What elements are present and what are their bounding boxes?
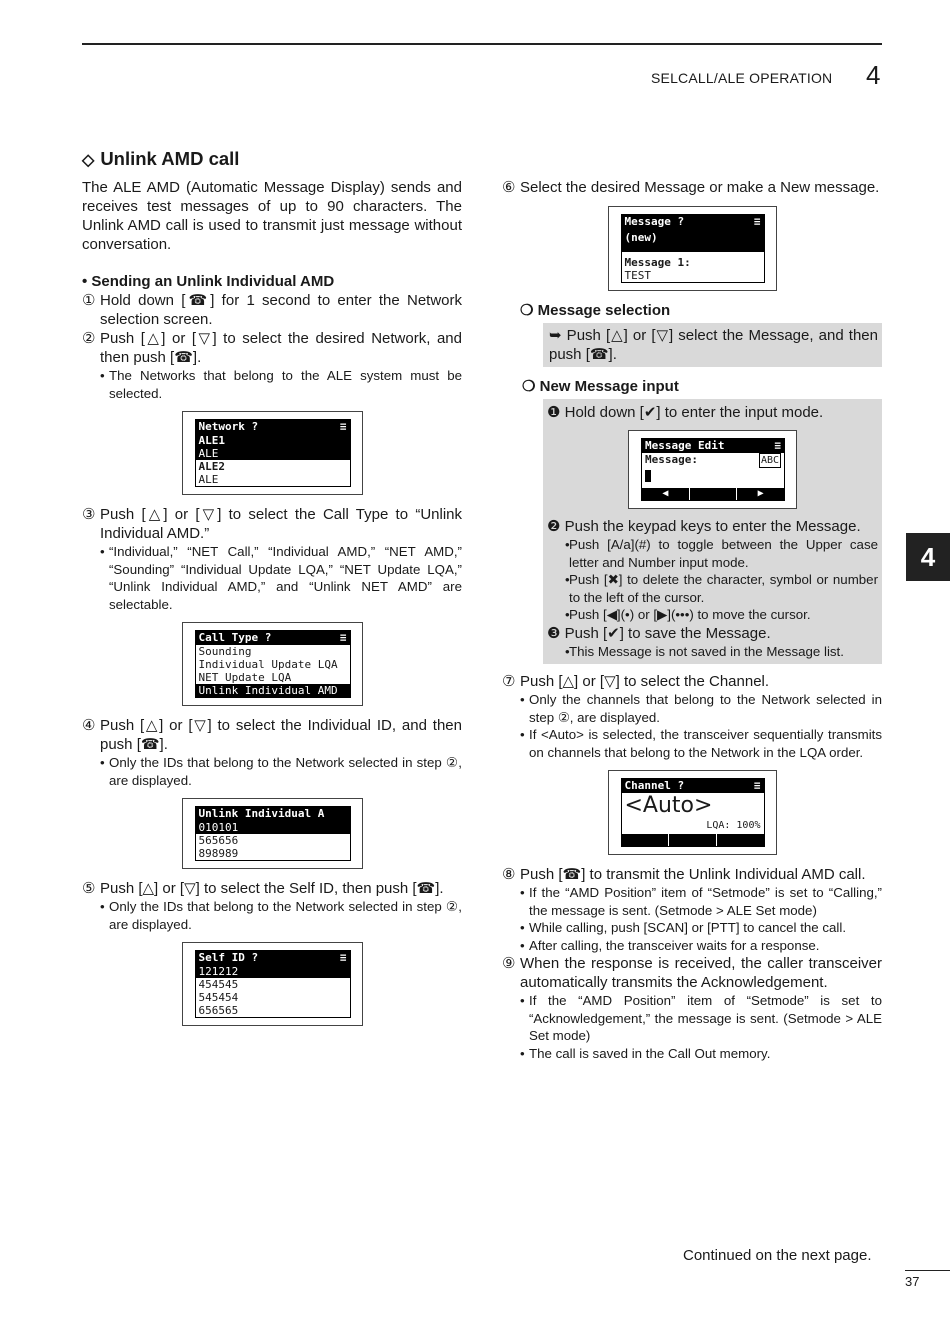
- step-6: ⑥ Select the desired Message or make a New message.: [502, 179, 880, 196]
- sub-heading: • Sending an Unlink Individual AMD: [82, 273, 335, 290]
- new-message-box: [543, 399, 882, 664]
- list-item: 565656: [198, 834, 239, 847]
- right-column: [502, 178, 882, 1062]
- list-item: ALE2 ALE: [198, 460, 225, 486]
- menu-icon: ≡: [753, 215, 761, 228]
- list-item: (new): [622, 229, 764, 252]
- new-message-note-4: • This Message is not saved in the Message list.: [547, 643, 878, 661]
- menu-icon: ≡: [339, 951, 347, 964]
- step-8-note-3: • After calling, the transceiver waits for a response.: [502, 937, 882, 955]
- list-item: 121212: [196, 965, 350, 978]
- step-2: ② Push [△] or [▽] to select the desired Network, and then push [☎].: [82, 330, 462, 366]
- individual-id-screen: [182, 798, 363, 869]
- list-item: 010101: [196, 821, 350, 834]
- page-number: 37: [905, 1274, 920, 1289]
- step-8-note-2: • While calling, push [SCAN] or [PTT] to cancel the call.: [502, 919, 882, 937]
- list-item: 898989: [198, 847, 239, 860]
- step-2-note: • The Networks that belong to the ALE system must be selected.: [82, 367, 462, 402]
- new-message-title: ❍ New Message input: [522, 378, 679, 395]
- message-label: Message:: [645, 453, 698, 466]
- list-item: ALE1 ALE: [196, 434, 350, 460]
- cursor: [645, 470, 651, 482]
- right-arrow-icon: ▶: [757, 488, 764, 499]
- screen-title: Network ?: [198, 420, 259, 433]
- list-item: Individual Update LQA: [198, 658, 338, 671]
- list-item: 656565: [198, 1004, 239, 1017]
- message-selection-title: ❍ Message selection: [520, 302, 671, 319]
- screen-title: Self ID ?: [198, 951, 259, 964]
- self-id-screen: [182, 942, 363, 1026]
- step-9: ⑨ When the response is received, the caller transceiver automatically transmits the Acknowledgement.: [502, 955, 882, 991]
- step-7: ⑦ Push [△] or [▽] to select the Channel.: [502, 673, 770, 690]
- page-number-rule: [905, 1270, 950, 1271]
- menu-icon: ≡: [753, 779, 761, 792]
- step-8: ⑧ Push [☎] to transmit the Unlink Individual AMD call.: [502, 866, 866, 883]
- diamond-icon: ◇: [82, 152, 95, 169]
- screen-title: Call Type ?: [198, 631, 272, 644]
- new-message-note-1: • Push [A/a](#) to toggle between the Upper case letter and Number input mode.: [547, 536, 878, 571]
- step-5-note: • Only the IDs that belong to the Network selected in step ②, are displayed.: [82, 898, 462, 933]
- step-9-note-1: • If the “AMD Position” item of “Setmode” is set to “Acknowledgement,” the message is sent. (Setmode > ALE Set mode): [502, 992, 882, 1045]
- step-9-note-2: • The call is saved in the Call Out memory.: [502, 1045, 882, 1063]
- step-4-note: • Only the IDs that belong to the Network selected in step ②, are displayed.: [82, 754, 462, 789]
- list-item: Unlink Individual AMD: [196, 684, 350, 697]
- list-item: 454545: [198, 978, 239, 991]
- step-5: ⑤ Push [△] or [▽] to select the Self ID, then push [☎].: [82, 880, 444, 897]
- network-screen: [182, 411, 363, 495]
- menu-icon: ≡: [339, 631, 347, 644]
- chapter-number: 4: [866, 60, 881, 90]
- channel-value: <Auto>: [624, 793, 713, 818]
- list-item: Message 1: TEST: [624, 256, 691, 282]
- menu-icon: ≡: [339, 420, 347, 433]
- message-screen: [608, 206, 777, 291]
- step-4: ④ Push [△] or [▽] to select the Individual ID, and then push [☎].: [82, 717, 462, 753]
- input-mode: ABC: [760, 455, 779, 466]
- channel-screen: [608, 770, 777, 855]
- step-3: ③ Push [△] or [▽] to select the Call Type to “Unlink Individual AMD.”: [82, 506, 462, 542]
- step-1: ① Hold down [☎] for 1 second to enter the Network selection screen.: [82, 292, 462, 328]
- section-title: ◇ Unlink AMD call: [82, 148, 240, 169]
- step-8-note-1: • If the “AMD Position” item of “Setmode” is set to “Calling,” the message is sent. (Setmode > ALE Set mode): [502, 884, 882, 919]
- left-column: [82, 178, 462, 1036]
- new-message-note-2: • Push [✖] to delete the character, symbol or number to the left of the cursor.: [547, 571, 878, 606]
- intro-paragraph: The ALE AMD (Automatic Message Display) sends and receives test messages of up to 90 characters. The Unlink AMD call is used to transmit just message without conversation.: [82, 179, 462, 253]
- continued-note: Continued on the next page.: [683, 1247, 872, 1264]
- message-edit-screen: [628, 430, 797, 509]
- list-item: NET Update LQA: [198, 671, 292, 684]
- new-message-step-2: ❷ Push the keypad keys to enter the Message.: [547, 518, 861, 535]
- screen-title: Unlink Individual A: [198, 807, 325, 820]
- chapter-tab: 4: [906, 533, 950, 581]
- menu-icon: ≡: [774, 439, 781, 452]
- new-message-step-3: ❸ Push [✔] to save the Message.: [547, 624, 771, 642]
- new-message-step-1: ❶ Hold down [✔] to enter the input mode.: [547, 404, 824, 421]
- screen-title: Message ?: [624, 215, 685, 228]
- step-3-note: • “Individual,” “NET Call,” “Individual AMD,” “NET AMD,” “Sounding” “Individual Update LQA,” “NET Update LQA,” “Unlink Individual AMD,” and “Unlink NET AMD” are selectable.: [82, 543, 462, 613]
- step-7-note-1: • Only the channels that belong to the Network selected in step ②, are displayed.: [502, 691, 882, 726]
- running-header: SELCALL/ALE OPERATION: [651, 70, 833, 86]
- screen-title: Channel ?: [624, 779, 685, 792]
- new-message-note-3: • Push [◀](•) or [▶](•••) to move the cursor.: [547, 606, 878, 624]
- step-7-note-2: • If <Auto> is selected, the transceiver sequentially transmits on channels that belong to the Network in the LQA order.: [502, 726, 882, 761]
- top-rule: [82, 43, 882, 45]
- calltype-screen: [182, 622, 363, 706]
- message-selection-box: ➥ Push [△] or [▽] select the Message, and then push [☎].: [543, 323, 882, 367]
- screen-title: Message Edit: [645, 439, 725, 452]
- left-arrow-icon: ◀: [642, 488, 690, 500]
- list-item: 545454: [198, 991, 239, 1004]
- list-item: Sounding: [198, 645, 252, 658]
- lqa-value: LQA: 100%: [706, 820, 761, 831]
